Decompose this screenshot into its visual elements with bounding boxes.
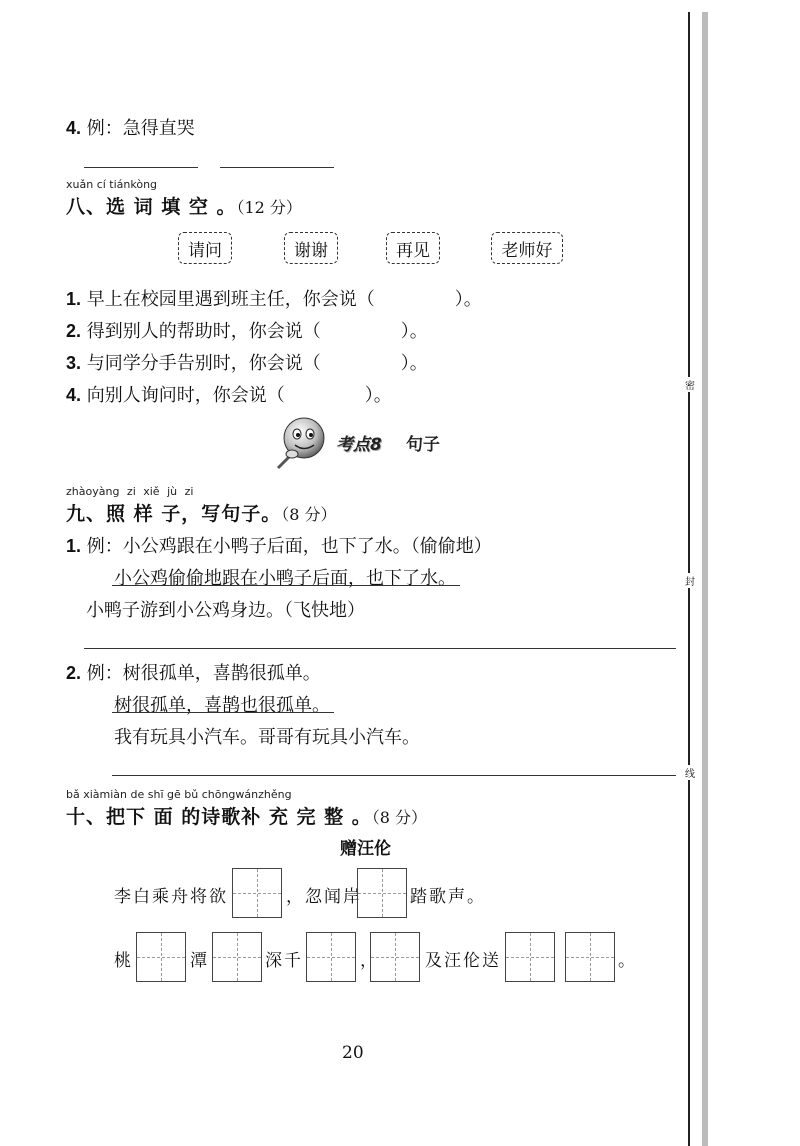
section8-score: （12 分） [236,198,302,217]
section10-pinyin: bǎ xiàmiàn de shī gē bǔ chōngwánzhěng [66,788,292,801]
answer-underline [112,585,460,586]
item-number: 2. [66,663,82,683]
poem-text: 及汪伦送 [425,951,501,971]
section10-title-text: 十、把下 面 的诗歌补 充 完 整 。 [66,806,372,828]
item-end: ）。 [454,289,482,310]
tianzige-box[interactable] [357,868,407,918]
section8-title [66,192,302,219]
answer-line[interactable] [84,648,676,649]
poem-text: 桃 [114,951,133,971]
poem-text: 。 [618,951,637,971]
tianzige-box[interactable] [232,868,282,918]
item-number: 1. [66,536,82,556]
tianzige-box[interactable] [212,932,262,982]
item-end: ）。 [364,385,392,406]
q4-text: 例：急得直哭 [86,118,195,139]
answer-line[interactable] [84,167,198,168]
item-text: 早上在校园里遇到班主任，你会说（ [86,289,375,310]
q4-number: 4. [66,118,82,138]
section9-title [66,499,337,526]
item-text: 得到别人的帮助时，你会说（ [86,321,321,342]
section10-score: （8 分） [371,808,427,827]
tianzige-box[interactable] [306,932,356,982]
poem-text: ， [360,951,379,971]
section9-item1-prompt: 小鸭子游到小公鸡身边。（飞快地） [86,600,365,621]
tianzige-box[interactable] [565,932,615,982]
section9-pinyin: zhàoyàng zi xiě jù zi [66,485,194,498]
poem-text: 李白乘舟将欲 [114,887,228,907]
fill-item [66,349,428,375]
word-option: 谢谢 [284,232,338,264]
seal-label-mi: 密 [684,377,696,392]
item-end: ）。 [400,321,428,342]
q4-example [66,114,195,140]
answer-underline [112,712,334,713]
tianzige-box[interactable] [136,932,186,982]
seal-label-xian: 线 [684,765,696,780]
tianzige-box[interactable] [505,932,555,982]
section9-item2-answer: 树很孤单，喜鹊也很孤单。 [114,695,330,716]
section10-title [66,802,427,829]
word-option: 再见 [386,232,440,264]
item-number: 1. [66,289,82,309]
section8-title-text: 八、选 词 填 空 。 [66,196,237,218]
section9-item2-prompt: 我有玩具小汽车。哥哥有玩具小汽车。 [114,727,420,748]
word-option: 老师好 [491,232,563,264]
poem-text: 潭 [190,951,209,971]
example-text: 例：小公鸡跟在小鸭子后面，也下了水。（偷偷地） [86,536,492,557]
binding-edge [702,12,708,1146]
fill-item [66,381,392,407]
banner-title: 句子 [406,435,440,455]
item-number: 4. [66,385,82,405]
answer-line[interactable] [220,167,334,168]
tianzige-box[interactable] [370,932,420,982]
item-number: 3. [66,353,82,373]
page-number: 20 [342,1043,364,1063]
item-text: 与同学分手告别时，你会说（ [86,353,321,374]
section-banner [268,416,468,472]
section9-item2-example [66,659,321,685]
poem-text: 踏歌声。 [410,887,486,907]
answer-line[interactable] [112,775,676,776]
poem-text: ，忽闻岸 [286,887,362,907]
item-end: ）。 [400,353,428,374]
item-text: 向别人询问时，你会说（ [86,385,285,406]
section8-pinyin: xuǎn cí tiánkòng [66,178,158,191]
item-number: 2. [66,321,82,341]
section9-title-text: 九、照 样 子，写句子。 [66,503,282,525]
fill-item [66,285,482,311]
poem-title: 赠汪伦 [340,839,391,859]
section9-item1-answer: 小公鸡偷偷地跟在小鸭子后面，也下了水。 [114,568,456,589]
word-option: 请问 [178,232,232,264]
seal-label-feng: 封 [684,573,696,588]
smiley-mascot-icon [268,416,338,472]
banner-label: 考点8 [336,435,382,455]
section9-score: （8 分） [281,505,337,524]
poem-text: 深千 [265,951,303,971]
fill-item [66,317,428,343]
example-text: 例：树很孤单，喜鹊很孤单。 [86,663,321,684]
section9-item1-example [66,532,492,558]
